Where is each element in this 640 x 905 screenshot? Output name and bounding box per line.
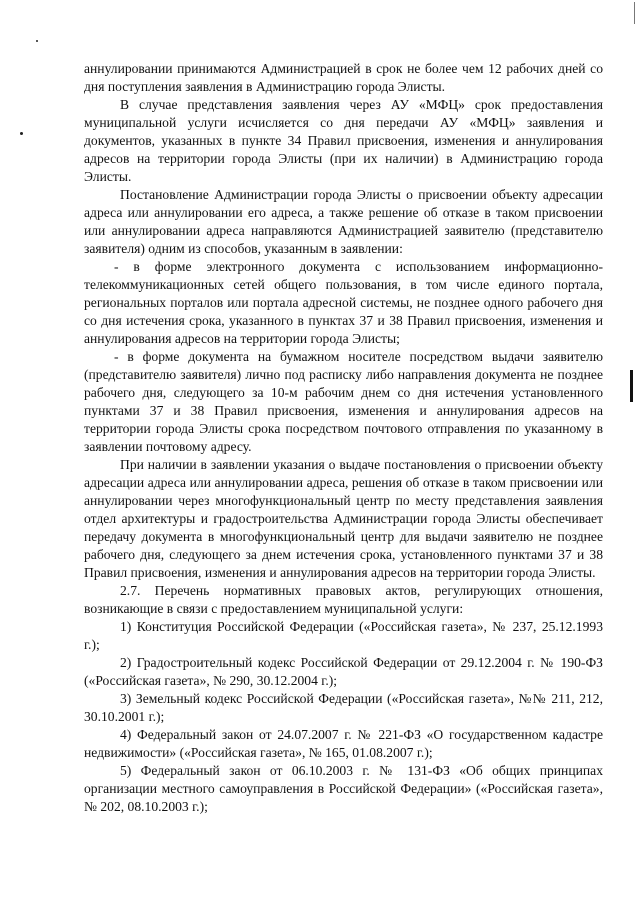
- list-item: - в форме документа на бумажном носителе посредством выдачи заявителю (представителю заявителя) лично под расписку либо направления документа не позднее рабочего дня, следующего за 10-м рабочим днем со дня истечения установленного пунктами 37 и 38 Правил присвоения, изменения и аннулирования адресов на территории города Элисты срока посредством почтового отправления по указанному в заявлении почтовому адресу.: [84, 349, 603, 454]
- document-page: [84, 60, 603, 816]
- list-item: - в форме электронного документа с использованием информационно-телекоммуникационных сетей общего пользования, в том числе единого портала, региональных порталов или портала адресной системы, не позднее одного рабочего дня со дня истечения срока, указанного в пунктах 37 и 38 Правил присвоения, изменения и аннулирования адресов на территории города Элисты;: [84, 259, 603, 346]
- list-item: 4) Федеральный закон от 24.07.2007 г. № 221-ФЗ «О государственном кадастре недвижимости» («Российская газета», № 165, 01.08.2007 г.);: [84, 727, 603, 760]
- section-heading-paragraph: 2.7. Перечень нормативных правовых актов, регулирующих отношения, возникающие в связи с предоставлением муниципальной услуги:: [84, 583, 603, 616]
- paragraph: В случае представления заявления через АУ «МФЦ» срок предоставления муниципальной услуги исчисляется со дня передачи АУ «МФЦ» заявления и документов, указанных в пункте 34 Правил присвоения, изменения и аннулирования адресов на территории города Элисты (при их наличии) в Администрацию города Элисты.: [84, 97, 603, 184]
- list-item: 2) Градостроительный кодекс Российской Федерации от 29.12.2004 г. № 190-ФЗ («Российская газета», № 290, 30.12.2004 г.);: [84, 655, 603, 688]
- scan-edge-mark: [630, 370, 633, 402]
- paragraph: Постановление Администрации города Элисты о присвоении объекту адресации адреса или аннулировании его адреса, а также решение об отказе в таком присвоении или аннулировании адреса направляются Администрацией заявителю (представителю заявителя) одним из способов, указанным в заявлении:: [84, 187, 603, 256]
- list-item: 1) Конституция Российской Федерации («Российская газета», № 237, 25.12.1993 г.);: [84, 619, 603, 652]
- list-item: 5) Федеральный закон от 06.10.2003 г. № 131-ФЗ «Об общих принципах организации местного самоуправления в Российской Федерации» («Российская газета», № 202, 08.10.2003 г.);: [84, 763, 603, 814]
- list-item: 3) Земельный кодекс Российской Федерации («Российская газета», №№ 211, 212, 30.10.2001 г.);: [84, 691, 603, 724]
- scan-edge-mark: [634, 2, 635, 24]
- paragraph: При наличии в заявлении указания о выдаче постановления о присвоении объекту адресации адреса или аннулировании адреса, решения об отказе в таком присвоении или аннулировании через многофункциональный центр по месту представления заявления отдел архитектуры и градостроительства Администрации города Элисты обеспечивает передачу документа в многофункциональный центр для выдачи заявителю не позднее рабочего дня, следующего за днем истечения срока, установленного пунктами 37 и 38 Правил присвоения, изменения и аннулирования адресов на территории города Элисты.: [84, 457, 603, 580]
- scan-speck: [36, 40, 38, 42]
- scan-speck: [20, 132, 23, 135]
- paragraph: аннулировании принимаются Администрацией в срок не более чем 12 рабочих дней со дня поступления заявления в Администрацию города Элисты.: [84, 61, 603, 94]
